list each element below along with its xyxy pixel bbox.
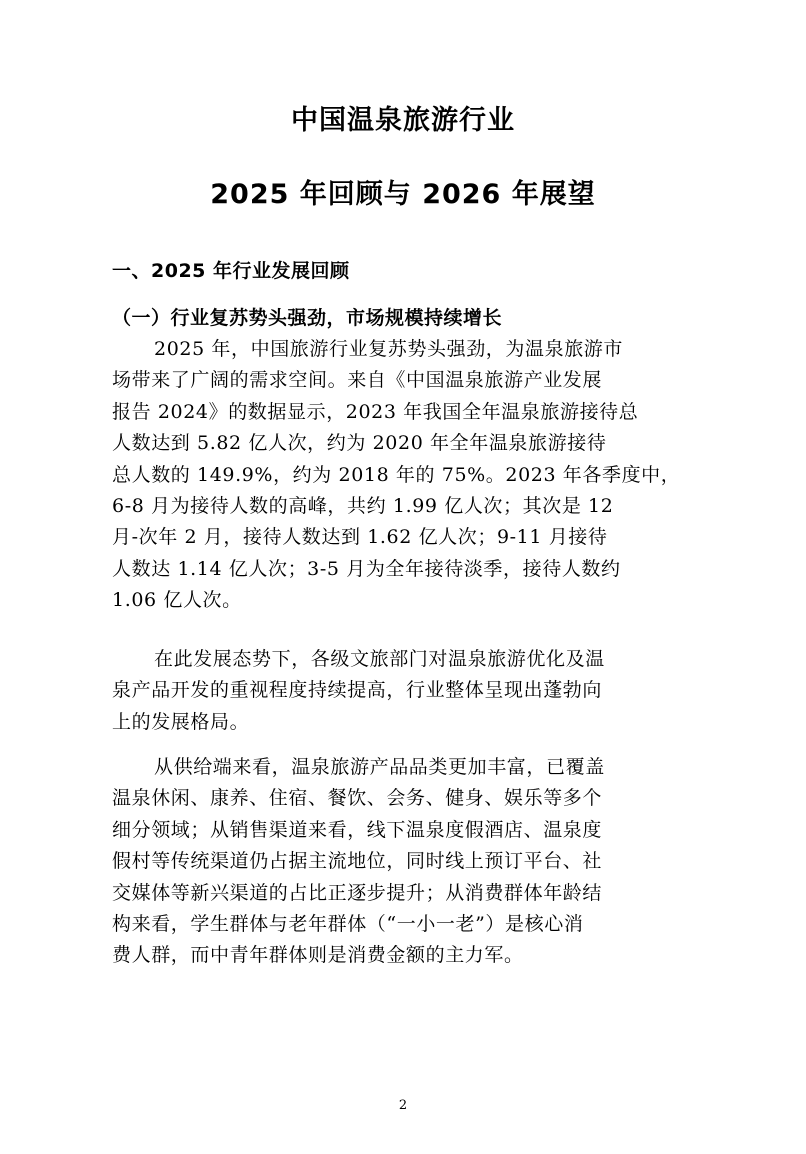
paragraph-1 <box>112 334 696 617</box>
paragraph-line: 1.06 亿人次。 <box>112 589 242 612</box>
paragraph-line: 温泉休闲、康养、住宿、餐饮、会务、健身、娱乐等多个 <box>112 787 603 810</box>
paragraph-line: 场带来了广阔的需求空间。来自《中国温泉旅游产业发展 <box>112 369 603 392</box>
paragraph-line: 从供给端来看，温泉旅游产品品类更加丰富，已覆盖 <box>154 756 605 778</box>
paragraph-line: 报告 2024》的数据显示，2023 年我国全年温泉旅游接待总 <box>112 400 639 423</box>
paragraph-line: 总人数的 149.9%，约为 2018 年的 75%。2023 年各季度中， <box>112 463 681 486</box>
paragraph-line: 在此发展态势下，各级文旅部门对温泉旅游优化及温 <box>154 648 605 670</box>
section-heading: 一、2025 年行业发展回顾 <box>112 260 350 282</box>
paragraph-3 <box>112 752 696 972</box>
title-line-2: 2025 年回顾与 2026 年展望 <box>210 179 596 210</box>
paragraph-line: 6-8 月为接待人数的高峰，共约 1.99 亿人次；其次是 12 <box>112 495 614 518</box>
paragraph-line: 人数达到 5.82 亿人次，约为 2020 年全年温泉旅游接待 <box>112 432 607 455</box>
paragraph-line: 上的发展格局。 <box>112 710 250 733</box>
subsection-heading: （一）行业复苏势头强劲，市场规模持续增长 <box>112 307 503 329</box>
page-number: 2 <box>398 1098 408 1113</box>
paragraph-2 <box>112 644 696 738</box>
paragraph-line: 费人群，而中青年群体则是消费金额的主力军。 <box>112 944 524 967</box>
paragraph-line: 交媒体等新兴渠道的占比正逐步提升；从消费群体年龄结 <box>112 881 603 904</box>
paragraph-line: 细分领域；从销售渠道来看，线下温泉度假酒店、温泉度 <box>112 818 603 841</box>
paragraph-line: 假村等传统渠道仍占据主流地位，同时线上预订平台、社 <box>112 850 603 873</box>
title-line-1: 中国温泉旅游行业 <box>291 105 515 136</box>
paragraph-line: 月-次年 2 月，接待人数达到 1.62 亿人次；9-11 月接待 <box>112 526 608 549</box>
paragraph-line: 泉产品开发的重视程度持续提高，行业整体呈现出蓬勃向 <box>112 679 603 702</box>
paragraph-line: 2025 年，中国旅游行业复苏势头强劲，为温泉旅游市 <box>154 338 623 360</box>
paragraph-line: 构来看，学生群体与老年群体（“一小一老”）是核心消 <box>112 913 584 936</box>
paragraph-line: 人数达 1.14 亿人次；3-5 月为全年接待淡季，接待人数约 <box>112 557 621 580</box>
